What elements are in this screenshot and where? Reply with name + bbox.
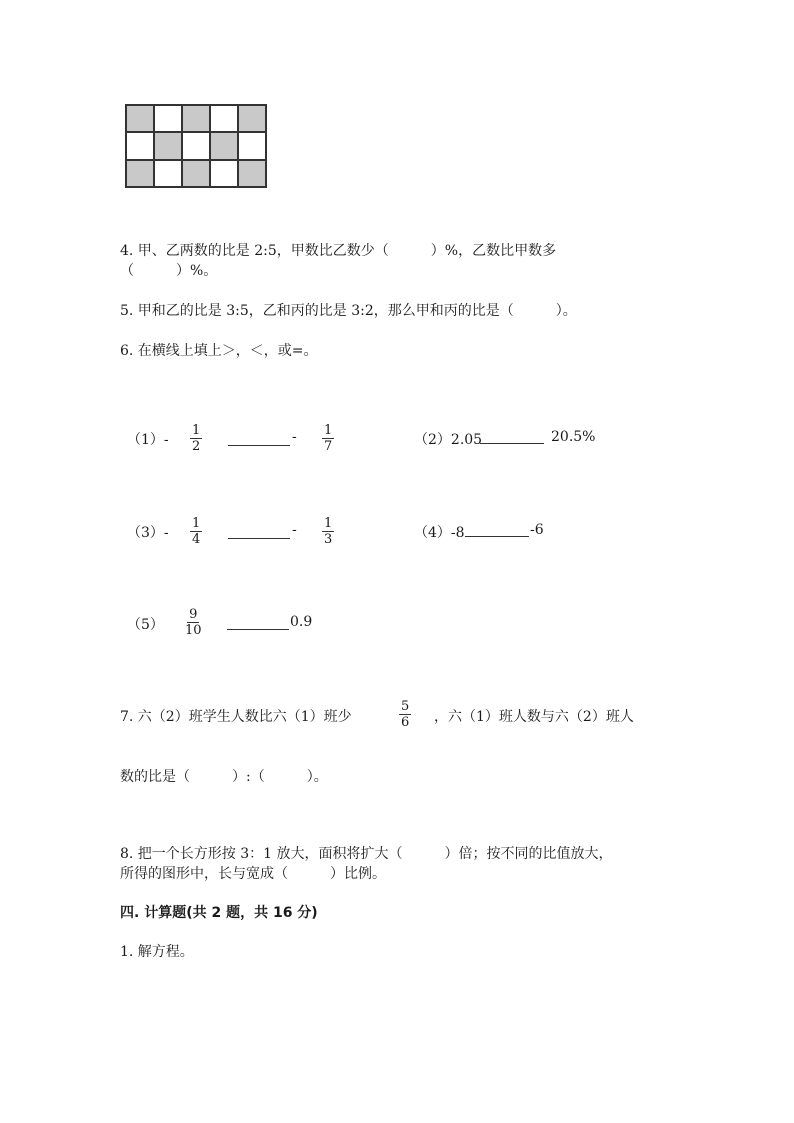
q6-part2-left: （2）2.05	[414, 432, 483, 448]
grid-cell-blank	[210, 160, 238, 187]
q6-part4-answer-blank[interactable]	[465, 536, 529, 537]
q6-part1-minus: -	[292, 429, 297, 445]
question-7-line-2: 数的比是（ ）:（ ）。	[120, 769, 328, 785]
q6-part3-answer-blank[interactable]	[228, 538, 290, 539]
q6-part5-right: 0.9	[290, 614, 313, 630]
question-5: 5. 甲和乙的比是 3:5，乙和丙的比是 3:2，那么甲和丙的比是（ ）。	[120, 303, 577, 319]
grid-cell-blank	[182, 132, 210, 159]
grid-cell-shaded	[126, 160, 154, 187]
question-7-fraction	[399, 699, 411, 730]
grid-cell-blank	[154, 105, 182, 132]
grid-cell-shaded	[238, 160, 266, 187]
question-4-line-2: （ ）%。	[120, 263, 218, 279]
fraction-numerator: 1	[192, 423, 201, 438]
question-8-line-2: 所得的图形中，长与宽成（ ）比例。	[120, 866, 386, 882]
grid-cell-shaded	[182, 105, 210, 132]
fraction-numerator: 1	[192, 516, 201, 531]
grid-cell-blank	[126, 132, 154, 159]
fraction-denominator: 6	[401, 715, 410, 730]
q6-part3-minus: -	[292, 522, 297, 538]
grid-cell-blank	[210, 105, 238, 132]
q6-part1-label: （1）-	[127, 432, 169, 448]
q6-part4-left: （4）-8	[414, 525, 465, 541]
fraction-denominator: 7	[324, 439, 333, 454]
fraction-numerator: 1	[324, 516, 333, 531]
section-4-title: 四. 计算题(共 2 题，共 16 分)	[120, 905, 318, 921]
question-7-line-1-a: 7. 六（2）班学生人数比六（1）班少	[120, 709, 352, 725]
fraction-denominator: 2	[192, 439, 201, 454]
question-4-line-1: 4. 甲、乙两数的比是 2:5，甲数比乙数少（ ）%，乙数比甲数多	[120, 243, 557, 259]
q6-part5-fraction	[183, 607, 204, 638]
question-6-title: 6. 在横线上填上＞，＜，或=。	[120, 343, 318, 359]
grid-cell-blank	[238, 132, 266, 159]
fraction-denominator: 10	[185, 623, 202, 638]
q6-part1-fraction-1	[190, 423, 202, 454]
q6-part2-right: 20.5%	[551, 429, 596, 445]
question-7-line-1-b: ，六（1）班人数与六（2）班人	[434, 709, 634, 725]
grid-cell-shaded	[238, 105, 266, 132]
q6-part3-fraction-2	[322, 516, 334, 547]
q6-part2-answer-blank[interactable]	[480, 443, 544, 444]
fraction-numerator: 9	[189, 607, 198, 622]
question-8-line-1: 8. 把一个长方形按 3：1 放大，面积将扩大（ ）倍；按不同的比值放大，	[120, 846, 613, 862]
q6-part1-answer-blank[interactable]	[228, 445, 290, 446]
q6-part1-fraction-2	[322, 423, 334, 454]
grid-cell-blank	[154, 160, 182, 187]
grid-cell-shaded	[126, 105, 154, 132]
fraction-denominator: 3	[324, 532, 333, 547]
fraction-denominator: 4	[192, 532, 201, 547]
q6-part5-label: （5）	[127, 617, 164, 633]
q6-part5-answer-blank[interactable]	[227, 629, 289, 630]
q6-part3-label: （3）-	[127, 525, 169, 541]
section-4-question-1: 1. 解方程。	[120, 944, 194, 960]
grid-cell-shaded	[182, 160, 210, 187]
grid-cell-shaded	[210, 132, 238, 159]
grid-cell-shaded	[154, 132, 182, 159]
fraction-numerator: 1	[324, 423, 333, 438]
checker-grid	[125, 104, 267, 188]
q6-part4-right: -6	[530, 522, 544, 538]
fraction-numerator: 5	[401, 699, 410, 714]
q6-part3-fraction-1	[190, 516, 202, 547]
